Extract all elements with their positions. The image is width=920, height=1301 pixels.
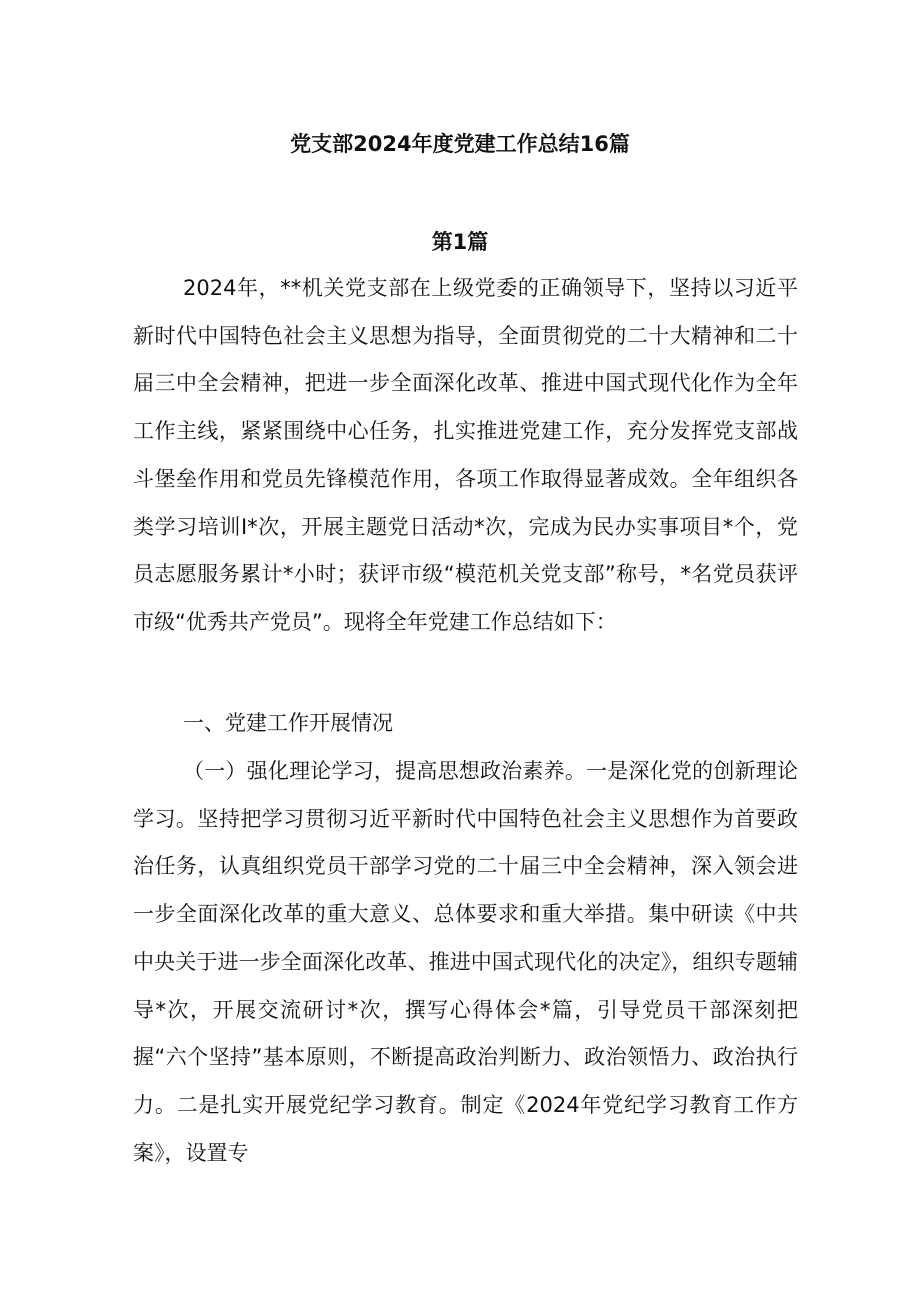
- section-title: 第1篇: [431, 230, 489, 254]
- document-title: 党支部2024年度党建工作总结16篇: [290, 132, 630, 156]
- section-heading: 一、党建工作开展情况: [183, 711, 393, 735]
- paragraph-theory-study: （一）强化理论学习，提高思想政治素养。一是深化党的创新理论学习。坚持把学习贯彻习近平新时代中国特色社会主义思想作为首要政治任务，认真组织党员干部学习党的二十届三中全会精神，深入领会进一步全面深化改革的重大意义、总体要求和重大举措。集中研读《中共中央关于进一步全面深化改革、推进中国式现代化的决定》，组织专题辅导*次，开展交流研讨*次，撰写心得体会*篇，引导党员干部深刻把握“六个坚持”基本原则，不断提高政治判断力、政治领悟力、政治执行力。二是扎实开展党纪学习教育。制定《2024年党纪学习教育工作方案》，设置专: [133, 759, 798, 1165]
- paragraph-intro: 2024年，**机关党支部在上级党委的正确领导下，坚持以习近平新时代中国特色社会主义思想为指导，全面贯彻党的二十大精神和二十届三中全会精神，把进一步全面深化改革、推进中国式现代化作为全年工作主线，紧紧围绕中心任务，扎实推进党建工作，充分发挥党支部战斗堡垒作用和党员先锋模范作用，各项工作取得显著成效。全年组织各类学习培训I*次，开展主题党日活动*次，完成为民办实事项目*个，党员志愿服务累计*小时；获评市级“模范机关党支部”称号，*名党员获评市级“优秀共产党员”。现将全年党建工作总结如下：: [133, 276, 798, 634]
